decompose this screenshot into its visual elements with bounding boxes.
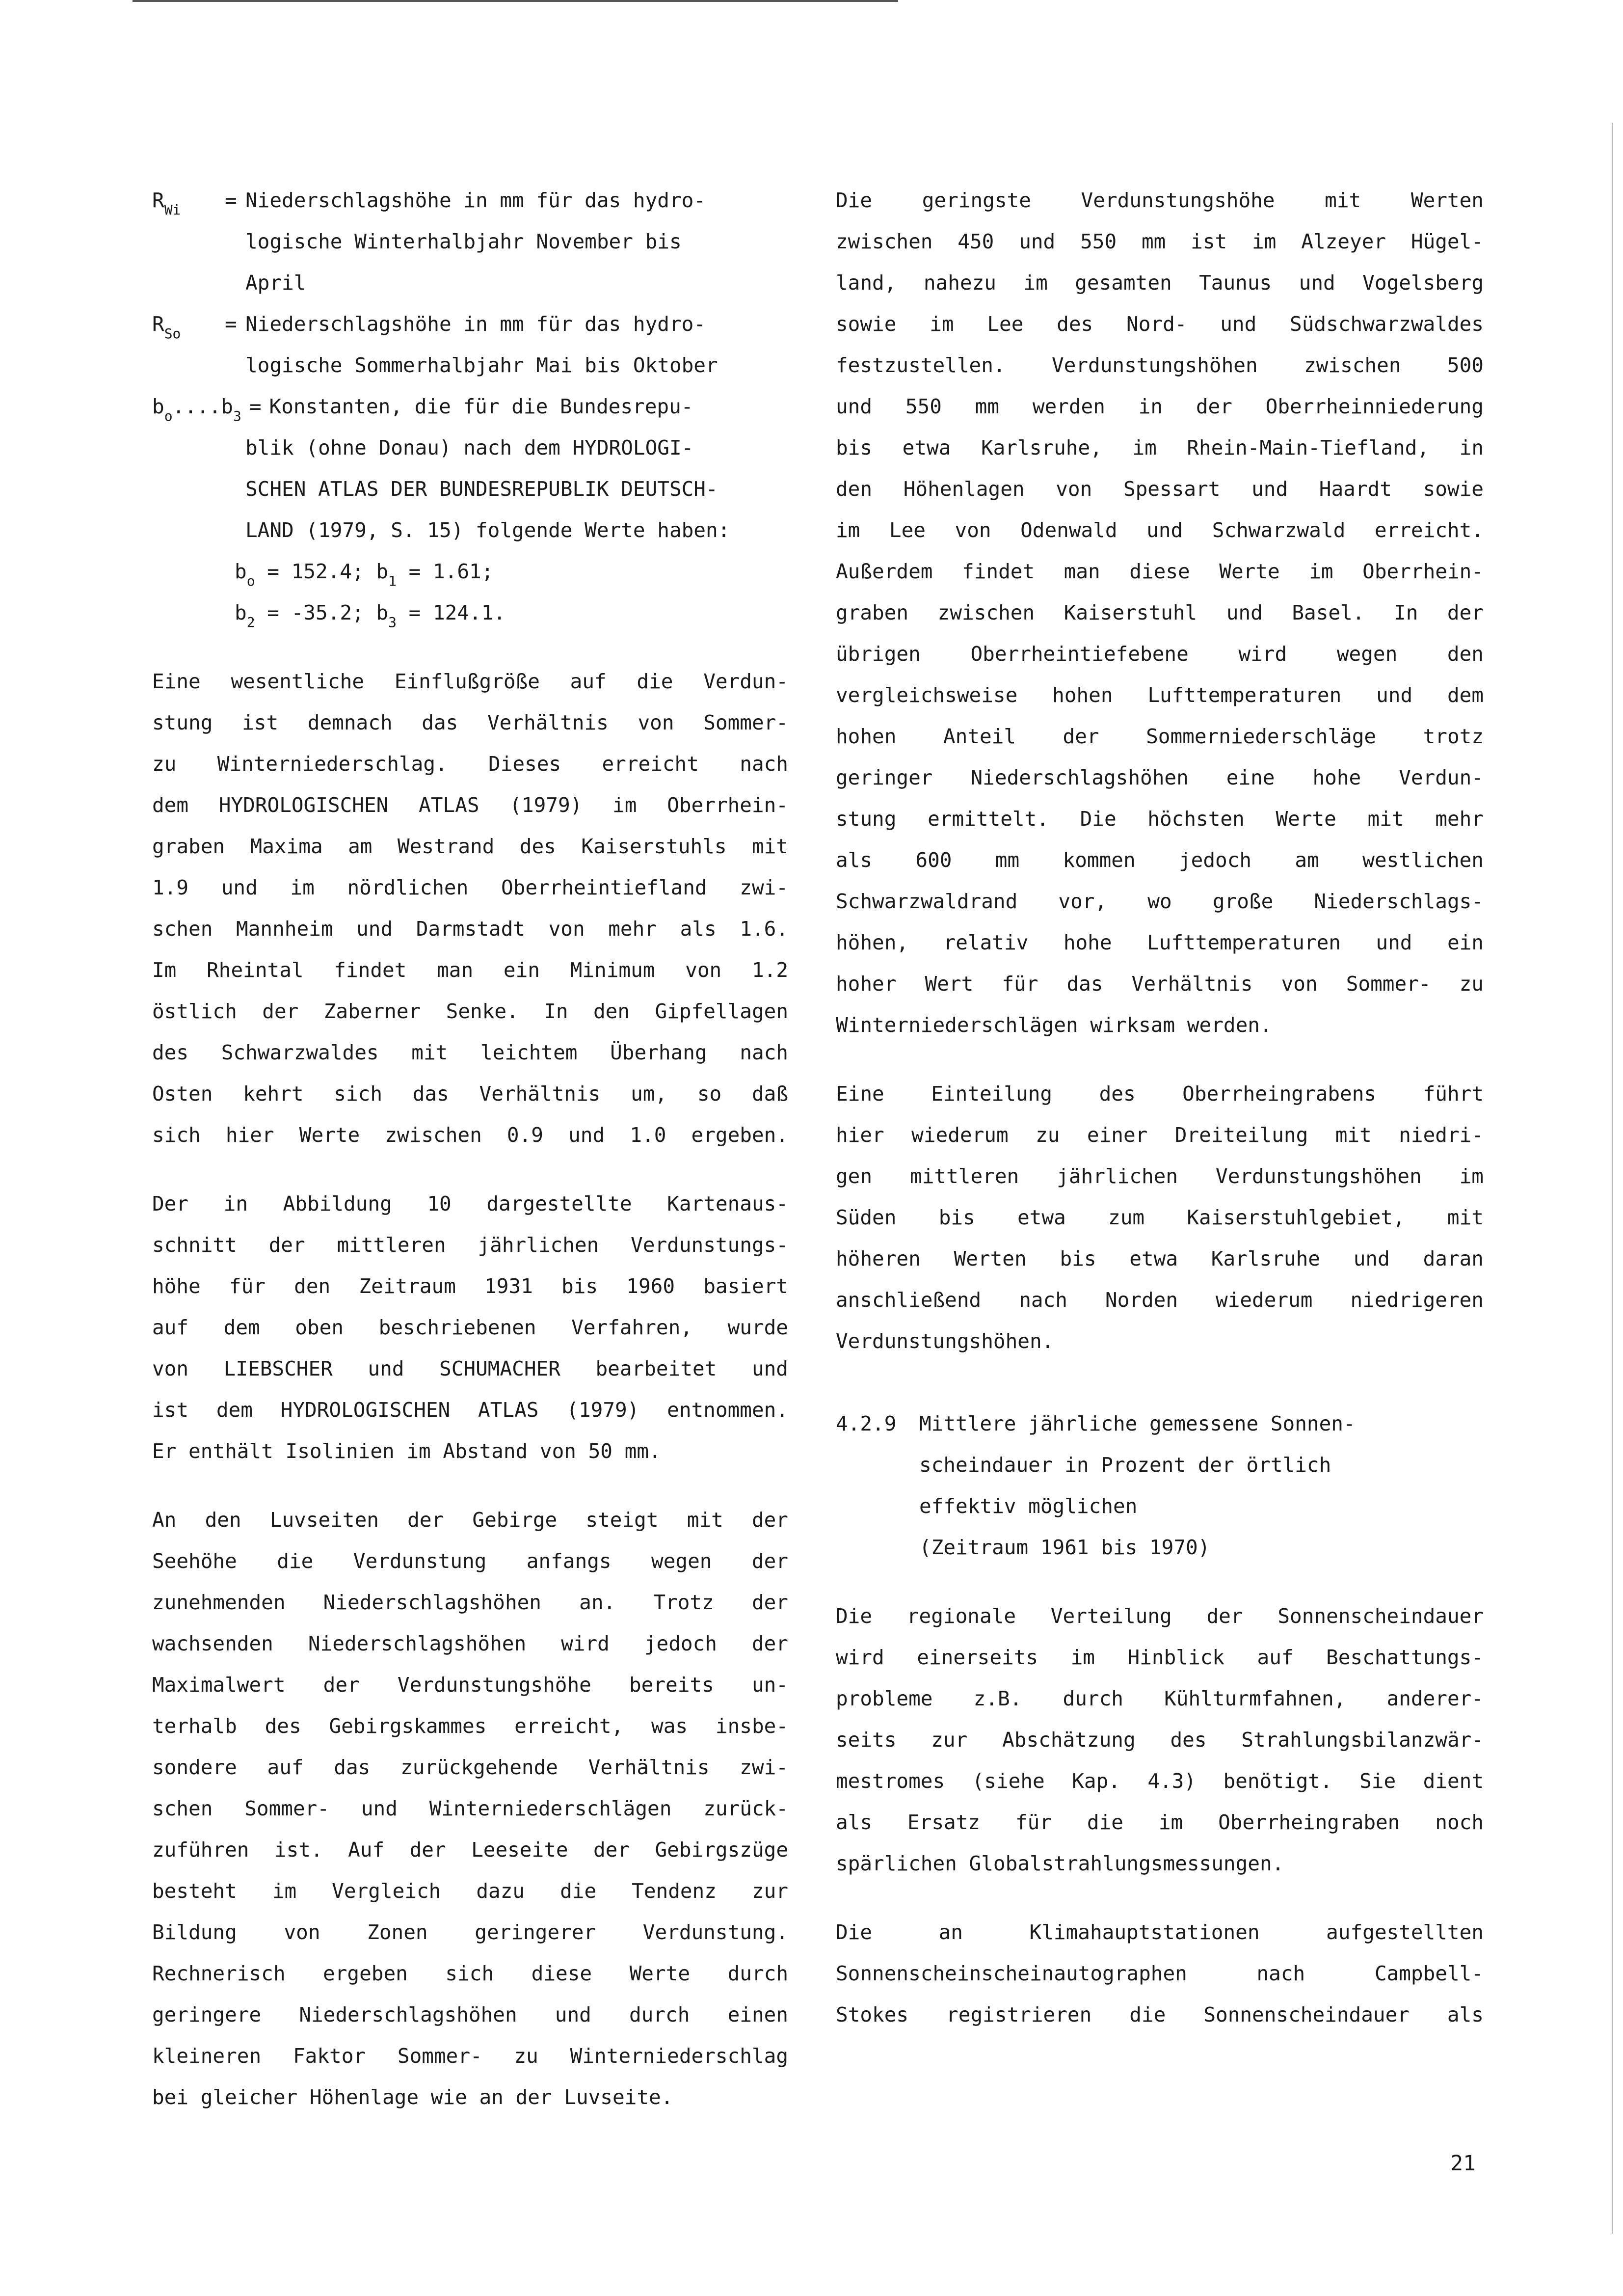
text-line: probleme z.B. durch Kühlturmfahnen, anderer- bbox=[836, 1687, 1484, 1710]
text-line: Verdunstungshöhen. bbox=[836, 1329, 1054, 1353]
definition-constants bbox=[152, 386, 788, 427]
text-line: vergleichsweise hohen Lufttemperaturen und dem bbox=[836, 683, 1484, 707]
left-column bbox=[152, 180, 788, 2118]
definition-rwi bbox=[152, 180, 788, 221]
section-number: 4.2.9 bbox=[836, 1412, 897, 1435]
constant-symbol: b bbox=[376, 560, 389, 583]
constant-sub: o bbox=[246, 573, 255, 590]
text-line: im Lee von Odenwald und Schwarzwald erreicht. bbox=[836, 518, 1484, 542]
paragraph-luv-side bbox=[152, 1499, 788, 2118]
text-line: wird einerseits im Hinblick auf Beschattungs- bbox=[836, 1646, 1484, 1669]
text-line: zwischen 450 und 550 mm ist im Alzeyer Hügel- bbox=[836, 230, 1484, 253]
constants-line-2 bbox=[152, 592, 788, 633]
page-number: 21 bbox=[1450, 2151, 1476, 2176]
text-line: Die geringste Verdunstungshöhe mit Werten bbox=[836, 189, 1484, 212]
text-line: als Ersatz für die im Oberrheingraben noch bbox=[836, 1810, 1484, 1834]
paragraph-three-part-division bbox=[836, 1073, 1484, 1362]
constant-value: = -35.2; bbox=[255, 601, 376, 624]
constant-value: = 1.61; bbox=[396, 560, 494, 583]
section-heading bbox=[836, 1403, 1484, 1568]
definition-text: LAND (1979, S. 15) folgende Werte haben: bbox=[245, 518, 730, 542]
text-line: des Schwarzwaldes mit leichtem Überhang nach bbox=[152, 1041, 788, 1064]
paragraph-campbell-stokes bbox=[836, 1912, 1484, 2035]
definition-term: ....b bbox=[172, 395, 233, 418]
definition-text: logische Winterhalbjahr November bis bbox=[245, 230, 682, 253]
paragraph-map-section bbox=[152, 1183, 788, 1472]
text-line: seits zur Abschätzung des Strahlungsbilanzwär- bbox=[836, 1728, 1484, 1752]
text-line: Maximalwert der Verdunstungshöhe bereits un- bbox=[152, 1673, 788, 1697]
paragraph-sunshine-distribution bbox=[836, 1595, 1484, 1884]
text-line: hohen Anteil der Sommerniederschläge trotz bbox=[836, 725, 1484, 748]
definition-text: Niederschlagshöhe in mm für das hydro- bbox=[245, 312, 706, 336]
equals-sign: = bbox=[225, 189, 237, 212]
definition-term: b bbox=[152, 395, 164, 418]
section-title: Mittlere jährliche gemessene Sonnen- bbox=[919, 1412, 1356, 1435]
text-line: Außerdem findet man diese Werte im Oberrhein- bbox=[836, 560, 1484, 583]
definition-text: April bbox=[245, 271, 306, 295]
text-line: Der in Abbildung 10 dargestellte Kartenaus- bbox=[152, 1192, 788, 1216]
text-line: festzustellen. Verdunstungshöhen zwischen 500 bbox=[836, 353, 1484, 377]
text-line: Osten kehrt sich das Verhältnis um, so daß bbox=[152, 1082, 788, 1106]
text-line: kleineren Faktor Sommer- zu Winterniederschlag bbox=[152, 2044, 788, 2068]
text-line: sondere auf das zurückgehende Verhältnis zwi- bbox=[152, 1756, 788, 1779]
text-line: höheren Werten bis etwa Karlsruhe und daran bbox=[836, 1247, 1484, 1270]
text-line: ist dem HYDROLOGISCHEN ATLAS (1979) entnommen. bbox=[152, 1398, 788, 1422]
text-line: geringere Niederschlagshöhen und durch einen bbox=[152, 2003, 788, 2026]
constants-line-1 bbox=[152, 551, 788, 592]
text-line: Süden bis etwa zum Kaiserstuhlgebiet, mit bbox=[836, 1206, 1484, 1229]
text-line: übrigen Oberrheintiefebene wird wegen den bbox=[836, 642, 1484, 666]
text-line: Eine Einteilung des Oberrheingrabens führt bbox=[836, 1082, 1484, 1106]
paragraph-lowest-evaporation bbox=[836, 180, 1484, 1046]
section-title: (Zeitraum 1961 bis 1970) bbox=[919, 1536, 1210, 1559]
text-line: zu Winterniederschlag. Dieses erreicht nach bbox=[152, 752, 788, 776]
text-line: mestromes (siehe Kap. 4.3) benötigt. Sie dient bbox=[836, 1769, 1484, 1793]
definition-term: R bbox=[152, 189, 164, 212]
text-line: An den Luvseiten der Gebirge steigt mit der bbox=[152, 1508, 788, 1532]
text-line: östlich der Zaberner Senke. In den Gipfellagen bbox=[152, 999, 788, 1023]
constant-symbol: b bbox=[376, 601, 389, 624]
constant-symbol: b bbox=[235, 601, 247, 624]
definition-term-sub: 3 bbox=[233, 408, 241, 425]
text-line: hier wiederum zu einer Dreiteilung mit niedri- bbox=[836, 1123, 1484, 1147]
text-line: Im Rheintal findet man ein Minimum von 1.2 bbox=[152, 958, 788, 982]
text-line: auf dem oben beschriebenen Verfahren, wurde bbox=[152, 1316, 788, 1339]
text-line: Rechnerisch ergeben sich diese Werte durch bbox=[152, 1962, 788, 1985]
text-line: bis etwa Karlsruhe, im Rhein-Main-Tiefland, in bbox=[836, 436, 1484, 459]
text-line: stung ermittelt. Die höchsten Werte mit mehr bbox=[836, 807, 1484, 831]
top-scan-rule bbox=[133, 0, 898, 2]
text-line: höhe für den Zeitraum 1931 bis 1960 basiert bbox=[152, 1274, 788, 1298]
text-line: schnitt der mittleren jährlichen Verdunstungs- bbox=[152, 1233, 788, 1257]
definition-term: R bbox=[152, 312, 164, 336]
text-line: spärlichen Globalstrahlungsmessungen. bbox=[836, 1852, 1284, 1875]
definition-rso bbox=[152, 303, 788, 345]
text-line: schen Sommer- und Winterniederschlägen zurück- bbox=[152, 1797, 788, 1820]
definition-text: Konstanten, die für die Bundesrepu- bbox=[269, 395, 693, 418]
right-column bbox=[836, 180, 1484, 2035]
text-line: anschließend nach Norden wiederum niedrigeren bbox=[836, 1288, 1484, 1312]
constant-sub: 1 bbox=[388, 573, 397, 590]
right-scan-rule bbox=[1612, 123, 1613, 2234]
constant-sub: 2 bbox=[246, 614, 255, 631]
constant-value: = 124.1. bbox=[396, 601, 506, 624]
text-line: Schwarzwaldrand vor, wo große Niederschlags- bbox=[836, 890, 1484, 913]
text-line: graben Maxima am Westrand des Kaiserstuhls mit bbox=[152, 835, 788, 858]
text-line: Sonnenscheinscheinautographen nach Campbell- bbox=[836, 1962, 1484, 1985]
section-title: effektiv möglichen bbox=[919, 1494, 1138, 1518]
equals-sign: = bbox=[249, 395, 262, 418]
text-line: 1.9 und im nördlichen Oberrheintiefland zwi- bbox=[152, 876, 788, 899]
definition-text: SCHEN ATLAS DER BUNDESREPUBLIK DEUTSCH- bbox=[245, 477, 718, 501]
definition-text: logische Sommerhalbjahr Mai bis Oktober bbox=[245, 353, 718, 377]
text-line: graben zwischen Kaiserstuhl und Basel. In der bbox=[836, 601, 1484, 624]
text-line: schen Mannheim und Darmstadt von mehr als 1.6. bbox=[152, 917, 788, 941]
text-line: geringer Niederschlagshöhen eine hohe Verdun- bbox=[836, 766, 1484, 789]
equals-sign: = bbox=[225, 312, 237, 336]
text-line: Die an Klimahauptstationen aufgestellten bbox=[836, 1920, 1484, 1944]
text-line: Stokes registrieren die Sonnenscheindauer als bbox=[836, 2003, 1484, 2026]
text-line: Eine wesentliche Einflußgröße auf die Verdun- bbox=[152, 670, 788, 693]
text-line: Die regionale Verteilung der Sonnenscheindauer bbox=[836, 1604, 1484, 1628]
text-line: hoher Wert für das Verhältnis von Sommer- zu bbox=[836, 972, 1484, 996]
text-line: land, nahezu im gesamten Taunus und Vogelsberg bbox=[836, 271, 1484, 295]
text-line: höhen, relativ hohe Lufttemperaturen und ein bbox=[836, 931, 1484, 954]
text-line: dem HYDROLOGISCHEN ATLAS (1979) im Oberrhein- bbox=[152, 793, 788, 817]
text-line: Winterniederschlägen wirksam werden. bbox=[836, 1013, 1272, 1037]
definition-term-sub: So bbox=[164, 325, 181, 342]
text-line: terhalb des Gebirgskammes erreicht, was insbe- bbox=[152, 1714, 788, 1738]
text-line: Seehöhe die Verdunstung anfangs wegen der bbox=[152, 1549, 788, 1573]
text-line: als 600 mm kommen jedoch am westlichen bbox=[836, 848, 1484, 872]
text-line: sowie im Lee des Nord- und Südschwarzwaldes bbox=[836, 312, 1484, 336]
text-line: wachsenden Niederschlagshöhen wird jedoch der bbox=[152, 1632, 788, 1655]
text-line: Er enthält Isolinien im Abstand von 50 mm. bbox=[152, 1439, 661, 1463]
constant-value: = 152.4; bbox=[255, 560, 376, 583]
section-title: scheindauer in Prozent der örtlich bbox=[919, 1453, 1331, 1477]
text-line: zuführen ist. Auf der Leeseite der Gebirgszüge bbox=[152, 1838, 788, 1862]
text-line: von LIEBSCHER und SCHUMACHER bearbeitet und bbox=[152, 1357, 788, 1380]
text-line: gen mittleren jährlichen Verdunstungshöhen im bbox=[836, 1164, 1484, 1188]
definition-term-sub: o bbox=[164, 408, 173, 425]
definition-text: blik (ohne Donau) nach dem HYDROLOGI- bbox=[245, 436, 694, 459]
definition-term-sub: Wi bbox=[164, 202, 181, 218]
text-line: Bildung von Zonen geringerer Verdunstung. bbox=[152, 1920, 788, 1944]
text-line: zunehmenden Niederschlagshöhen an. Trotz der bbox=[152, 1591, 788, 1614]
text-line: sich hier Werte zwischen 0.9 und 1.0 ergeben. bbox=[152, 1123, 788, 1147]
text-line: und 550 mm werden in der Oberrheinniederung bbox=[836, 395, 1484, 418]
constant-sub: 3 bbox=[388, 614, 397, 631]
text-line: den Höhenlagen von Spessart und Haardt sowie bbox=[836, 477, 1484, 501]
definition-text: Niederschlagshöhe in mm für das hydro- bbox=[245, 189, 706, 212]
text-line: stung ist demnach das Verhältnis von Sommer- bbox=[152, 711, 788, 734]
text-line: bei gleicher Höhenlage wie an der Luvseite. bbox=[152, 2085, 673, 2109]
paragraph-ratio bbox=[152, 661, 788, 1156]
constant-symbol: b bbox=[235, 560, 247, 583]
text-line: besteht im Vergleich dazu die Tendenz zur bbox=[152, 1879, 788, 1903]
